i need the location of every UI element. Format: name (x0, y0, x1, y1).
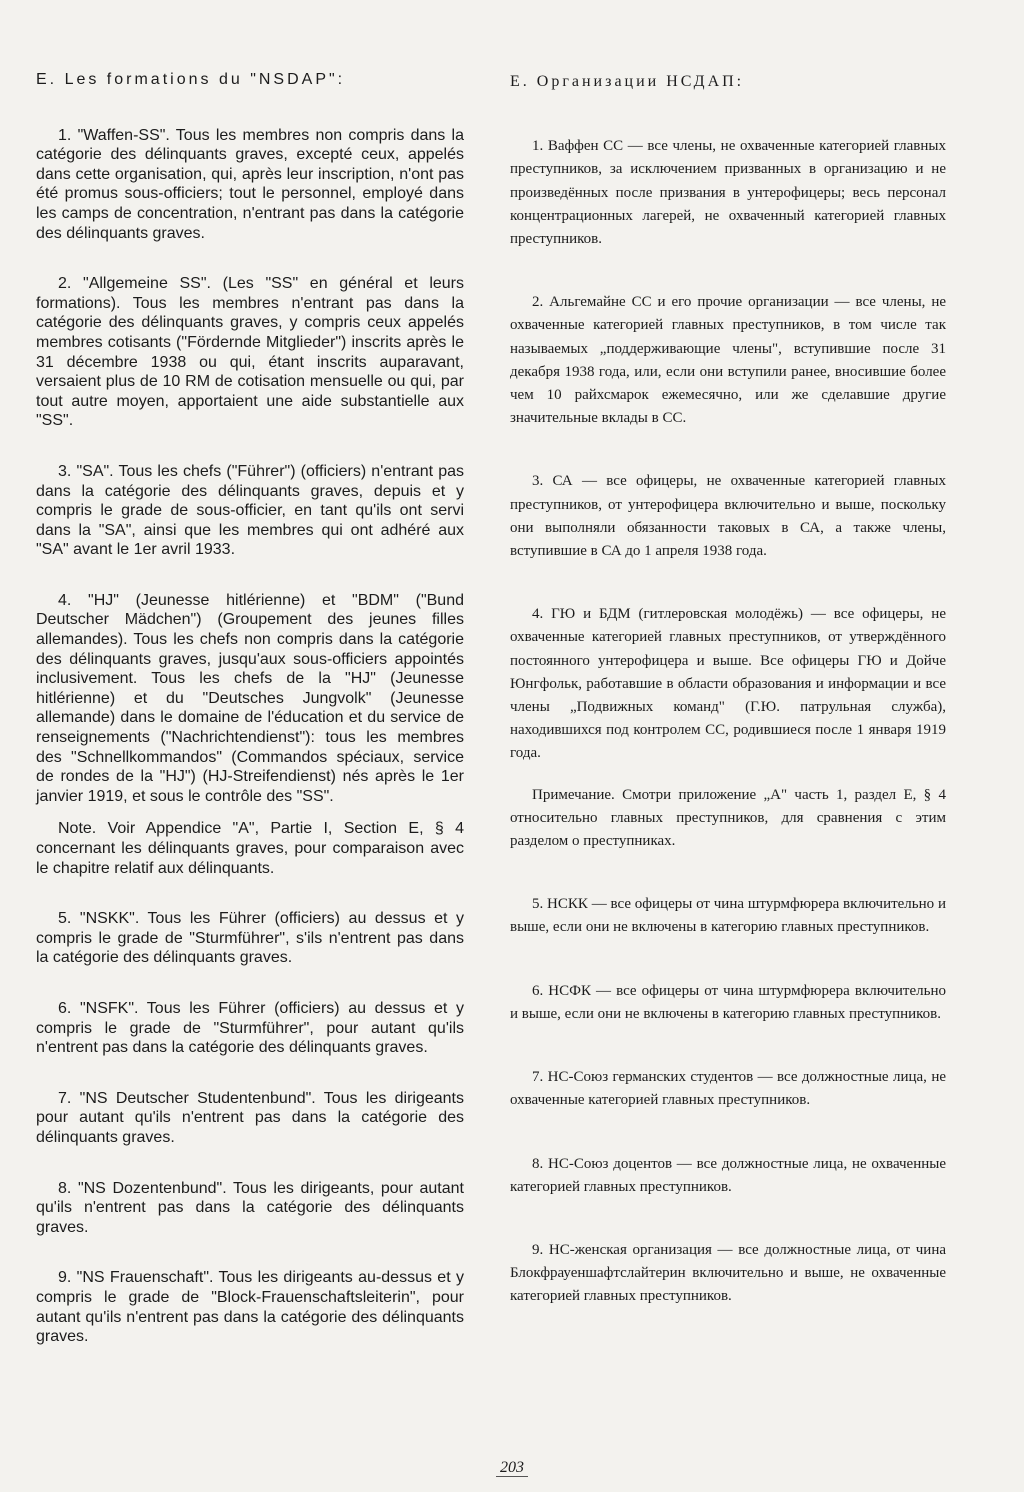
russian-para-6: 6. НСФК — все офицеры от чина штурмфюрера включительно и выше, если они не включены в категорию главных преступников. (510, 982, 946, 1022)
russian-para-7: 7. НС-Союз германских студентов — все должностные лица, не охваченные категорией главных преступников. (510, 1069, 946, 1109)
russian-para-3: 3. СА — все офицеры, не охваченные категорией главных преступников, от унтерофицера включительно и выше, поскольку они выполняли обязанности таковых в СА, а также члены, вступившие в СА до 1 апреля 1938 года. (510, 473, 946, 560)
french-para-2: 2. "Allgemeine SS". (Les "SS" en général et leurs formations). Tous les membres n'entrant pas dans la catégorie des délinquants graves, y compris ceux appelés membres cotisants ("Fördernde Mitglieder") inscrits après le 31 décembre 1938 ou qui, étant inscrits auparavant, versaient plus de 10 RM de cotisation mensuelle ou qui, par tout autre moyen, apportaient une aide substantielle aux "SS". (36, 275, 464, 430)
french-para-9: 9. "NS Frauenschaft". Tous les dirigeants au-dessus et y compris le grade de "Block-Frauenschaftsleiterin", pour autant qu'ils n'entrent pas dans la catégorie des délinquants graves. (36, 1269, 464, 1346)
french-para-1: 1. "Waffen-SS". Tous les membres non compris dans la catégorie des délinquants graves, excepté ceux, appelés dans cette organisation, qui, après leur inscription, n'ont pas été promus sous-officiers; tout le personnel, employé dans les camps de concentration, n'entrant pas dans la catégorie des délinquants graves. (36, 126, 464, 242)
russian-para-2: 2. Альгемайне СС и его прочие организации — все члены, не охваченные категорией главных преступников, в том числе так называемых „поддерживающие члены", вступившие после 31 декабря 1938 года, или, если они вступили ранее, вносившие более чем 10 райхсмарок ежемесячно, или же сделавшие другие значительные вклады в СС. (510, 294, 946, 427)
french-para-4: 4. "HJ" (Jeunesse hitlérienne) et "BDM" ("Bund Deutscher Mädchen") (Groupement des jeunes filles allemandes). Tous les chefs non compris dans la catégorie des délinquants graves, jusqu'aux sous-officiers appointés inclusivement. Tous les chefs de la "HJ" (Jeunesse hitlérienne) et du "Deutsches Jungvolk" (Jeunesse allemande) dans le domaine de l'éducation et du service de renseignements ("Nachrichtendienst"): tous les membres des "Schnellkommandos" (Commandos spéciaux, service de rondes de la "HJ") (HJ-Streifendienst) nés après le 1er janvier 1919, et sous le contrôle des "SS". (36, 591, 464, 805)
french-para-5: 5. "NSKK". Tous les Führer (officiers) au dessus et y compris le grade de "Sturmführer", s'ils n'entrent pas dans la catégorie des délinquants graves. (36, 910, 464, 967)
french-para-8: 8. "NS Dozentenbund". Tous les dirigeants, pour autant qu'ils n'entrent pas dans la catégorie des délinquants graves. (36, 1179, 464, 1236)
russian-para-1: 1. Ваффен СС — все члены, не охваченные категорией главных преступников, за исключением призванных в организацию и не произведённых после призвания в унтерофицеры; весь персонал концентрационных лагерей, не охваченный категорией главных преступников. (510, 138, 946, 248)
french-heading: E. Les formations du "NSDAP": (36, 71, 346, 88)
russian-heading: Е. Организации НСДАП: (510, 73, 745, 90)
french-para-6: 6. "NSFK". Tous les Führer (officiers) au dessus et y compris le grade de "Sturmführer", pour autant qu'ils n'entrent pas dans la catégorie des délinquants graves. (36, 999, 464, 1057)
russian-note: Примечание. Смотри приложение „А" часть 1, раздел Е, § 4 относительно главных преступников, для сравнения с этим разделом о преступниках. (510, 786, 946, 850)
page-number-text: 203 (496, 1459, 528, 1477)
russian-para-9: 9. НС-женская организация — все должностные лица, от чина Блокфрауеншафтслайтерин включительно и выше, не охваченные категорией главных преступников. (510, 1241, 946, 1305)
french-para-3: 3. "SA". Tous les chefs ("Führer") (officiers) n'entrant pas dans la catégorie des délinquants graves, depuis et y compris le grade de sous-officier, en tant qu'ils ont servi dans la "SA", ainsi que les membres qui ont adhéré aux "SA" avant le 1er avril 1933. (36, 462, 464, 559)
french-column (36, 70, 464, 1378)
page-number (0, 1459, 1024, 1477)
french-note: Note. Voir Appendice "A", Partie I, Section E, § 4 concernant les délinquants graves, pour comparaison avec le chapitre relatif aux délinquants. (36, 820, 464, 877)
russian-para-5: 5. НСКК — все офицеры от чина штурмфюрера включительно и выше, если они не включены в категорию главных преступников. (510, 896, 946, 936)
russian-para-8: 8. НС-Союз доцентов — все должностные лица, не охваченные категорией главных преступников. (510, 1155, 946, 1195)
russian-column (510, 70, 946, 1349)
russian-para-4: 4. ГЮ и БДМ (гитлеровская молодёжь) — все офицеры, не охваченные категорией главных преступников, от утверждённого постоянного унтерофицера и выше. Все офицеры ГЮ и Дойче Юнгфольк, работавшие в области образования и информации и все члены „Подвижных команд" (Г.Ю. патрульная служба), находившихся под контролем СС, родившиеся после 1 января 1919 года. (510, 606, 946, 762)
french-para-7: 7. "NS Deutscher Studentenbund". Tous les dirigeants pour autant qu'ils n'entrent pas dans la catégorie des délinquants graves. (36, 1089, 464, 1146)
